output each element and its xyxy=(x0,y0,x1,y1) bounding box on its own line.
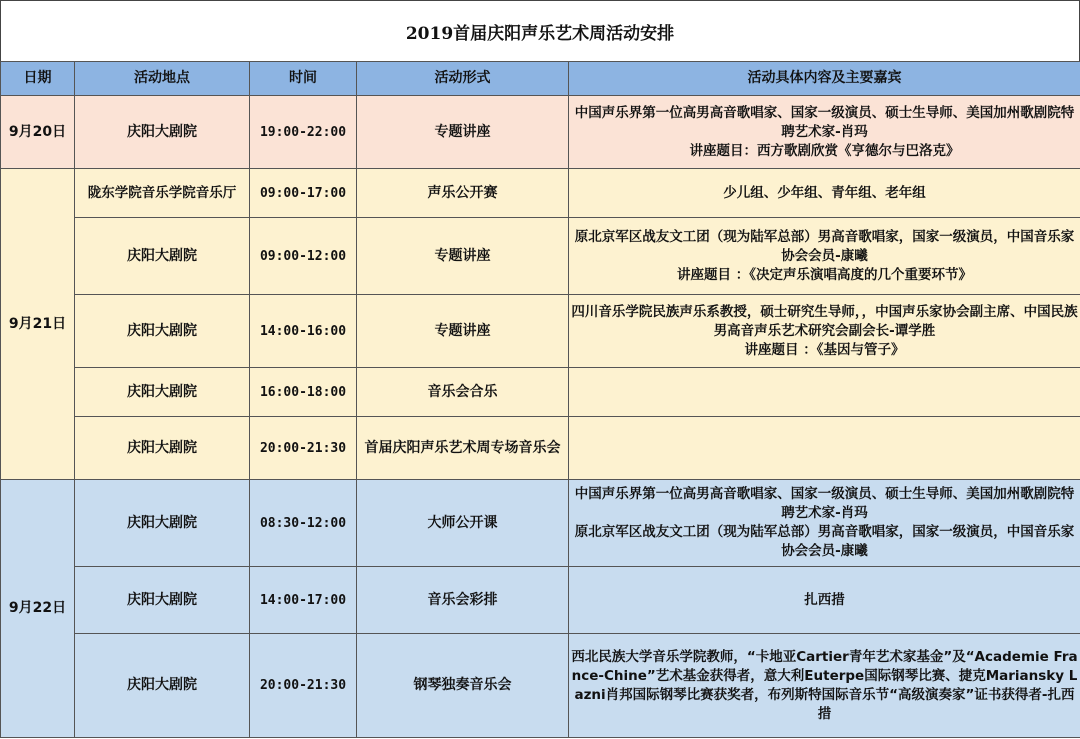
time-cell: 09:00-12:00 xyxy=(250,218,357,295)
header-row xyxy=(1,62,1080,96)
table-row xyxy=(1,567,1080,634)
table-row xyxy=(1,169,1080,218)
format-cell: 专题讲座 xyxy=(357,96,569,169)
table-row xyxy=(1,218,1080,295)
table-row xyxy=(1,634,1080,738)
table-row xyxy=(1,96,1080,169)
detail-cell xyxy=(569,567,1080,634)
date-cell: 9月20日 xyxy=(1,96,75,169)
time-cell: 09:00-17:00 xyxy=(250,169,357,218)
detail-line: 中国声乐界第一位高男高音歌唱家、国家一级演员、硕士生导师、美国加州歌剧院特聘艺术家-肖玛 xyxy=(574,486,1075,521)
detail-line: 四川音乐学院民族声乐系教授，硕士研究生导师，，中国声乐家协会副主席、中国民族男高音声乐艺术研究会副会长-谭学胜 xyxy=(571,303,1078,339)
format-cell: 钢琴独奏音乐会 xyxy=(357,634,569,738)
detail-line: 少儿组、少年组、青年组、老年组 xyxy=(723,184,926,201)
detail-line: 讲座题目 ：《基因与管子》 xyxy=(744,341,905,358)
venue-cell: 庆阳大剧院 xyxy=(75,480,250,567)
detail-cell xyxy=(569,417,1080,480)
venue-cell: 庆阳大剧院 xyxy=(75,634,250,738)
header-venue: 活动地点 xyxy=(75,62,250,96)
time-cell: 08:30-12:00 xyxy=(250,480,357,567)
time-cell: 16:00-18:00 xyxy=(250,368,357,417)
format-cell: 音乐会彩排 xyxy=(357,567,569,634)
header-date: 日期 xyxy=(1,62,75,96)
time-cell: 14:00-17:00 xyxy=(250,567,357,634)
detail-line: 中国声乐界第一位高男高音歌唱家、国家一级演员、硕士生导师、美国加州歌剧院特聘艺术家-肖玛 xyxy=(574,104,1075,140)
detail-line: 扎西措 xyxy=(804,591,845,608)
header-time: 时间 xyxy=(250,62,357,96)
format-cell: 首届庆阳声乐艺术周专场音乐会 xyxy=(357,417,569,480)
detail-cell xyxy=(569,295,1080,368)
table-row xyxy=(1,480,1080,567)
venue-cell: 庆阳大剧院 xyxy=(75,295,250,368)
table-row xyxy=(1,417,1080,480)
venue-cell: 庆阳大剧院 xyxy=(75,96,250,169)
detail-line: 讲座题目：西方歌剧欣赏《亨德尔与巴洛克》 xyxy=(689,142,960,159)
detail-line: 讲座题目 ：《决定声乐演唱高度的几个重要环节》 xyxy=(677,266,972,283)
time-cell: 14:00-16:00 xyxy=(250,295,357,368)
venue-cell: 庆阳大剧院 xyxy=(75,368,250,417)
venue-cell: 庆阳大剧院 xyxy=(75,567,250,634)
detail-cell xyxy=(569,218,1080,295)
date-cell: 9月21日 xyxy=(1,169,75,480)
detail-cell xyxy=(569,634,1080,738)
format-cell: 音乐会合乐 xyxy=(357,368,569,417)
format-cell: 大师公开课 xyxy=(357,480,569,567)
table-row xyxy=(1,368,1080,417)
venue-cell: 庆阳大剧院 xyxy=(75,417,250,480)
header-detail: 活动具体内容及主要嘉宾 xyxy=(569,62,1080,96)
detail-cell xyxy=(569,169,1080,218)
page-title: 2019首届庆阳声乐艺术周活动安排 xyxy=(0,0,1080,61)
detail-cell xyxy=(569,480,1080,567)
time-cell: 19:00-22:00 xyxy=(250,96,357,169)
detail-line: 原北京军区战友文工团（现为陆军总部）男高音歌唱家，国家一级演员，中国音乐家协会会员-康曦 xyxy=(574,228,1075,264)
time-cell: 20:00-21:30 xyxy=(250,417,357,480)
detail-line: 西北民族大学音乐学院教师，“卡地亚Cartier青年艺术家基金”及“Academie France-Chine”艺术基金获得者，意大利Euterpe国际钢琴比赛、捷克Mariansky Lazni肖邦国际钢琴比赛获奖者，布列斯特国际音乐节“高级演奏家”证书获得者-扎西措 xyxy=(571,648,1078,722)
format-cell: 专题讲座 xyxy=(357,295,569,368)
date-cell: 9月22日 xyxy=(1,480,75,738)
header-format: 活动形式 xyxy=(357,62,569,96)
detail-cell xyxy=(569,96,1080,169)
format-cell: 声乐公开赛 xyxy=(357,169,569,218)
detail-line: 原北京军区战友文工团（现为陆军总部）男高音歌唱家，国家一级演员，中国音乐家协会会员-康曦 xyxy=(574,524,1075,559)
schedule-table xyxy=(0,61,1080,738)
detail-cell xyxy=(569,368,1080,417)
venue-cell: 庆阳大剧院 xyxy=(75,218,250,295)
format-cell: 专题讲座 xyxy=(357,218,569,295)
venue-cell: 陇东学院音乐学院音乐厅 xyxy=(75,169,250,218)
time-cell: 20:00-21:30 xyxy=(250,634,357,738)
table-row xyxy=(1,295,1080,368)
